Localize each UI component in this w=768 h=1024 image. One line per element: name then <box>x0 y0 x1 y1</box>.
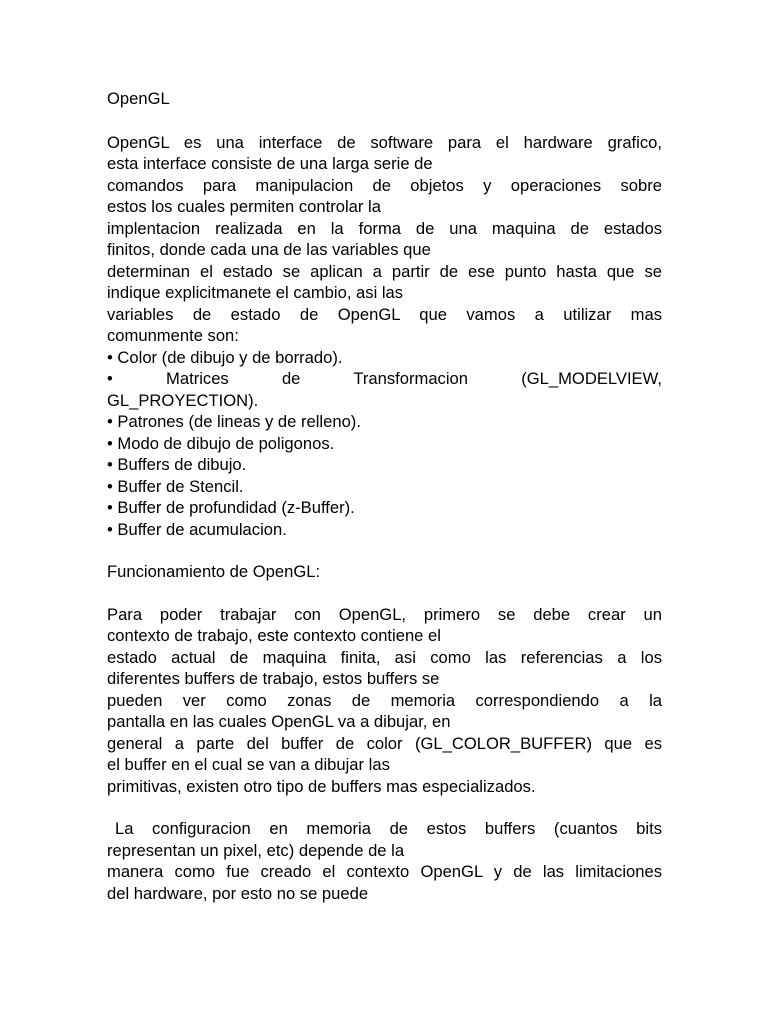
state-variables-list <box>107 347 662 541</box>
paragraph-line: manera como fue creado el contexto OpenGL y de las limitaciones <box>107 862 662 881</box>
list-item: • Color (de dibujo y de borrado). <box>107 347 343 367</box>
paragraph-line: comunmente son: <box>107 326 239 345</box>
document-title: OpenGL <box>107 89 170 108</box>
list-item: • Patrones (de lineas y de relleno). <box>107 412 361 431</box>
paragraph-line: implentacion realizada en la forma de una maquina de estados <box>107 218 662 238</box>
paragraph-line: estos los cuales permiten controlar la <box>107 197 381 216</box>
paragraph-line: esta interface consiste de una larga serie de <box>107 154 433 173</box>
paragraph-line: variables de estado de OpenGL que vamos a utilizar mas <box>107 304 662 324</box>
list-item: • Buffer de Stencil. <box>107 476 244 496</box>
paragraph-line: del hardware, por esto no se puede <box>107 883 369 903</box>
document-page <box>107 88 662 904</box>
paragraph-line: indique explicitmanete el cambio, asi las <box>107 283 404 302</box>
paragraph-line: general a parte del buffer de color (GL_COLOR_BUFFER) que es <box>107 733 662 753</box>
list-item: GL_PROYECTION). <box>107 390 259 410</box>
paragraph-line: Para poder trabajar con OpenGL, primero se debe crear un <box>107 604 662 624</box>
list-item: • Buffer de profundidad (z-Buffer). <box>107 498 355 517</box>
list-item: • Buffer de acumulacion. <box>107 519 287 539</box>
list-item: • Buffers de dibujo. <box>107 455 247 474</box>
paragraph-line: pueden ver como zonas de memoria correspondiendo a la <box>107 690 662 710</box>
paragraph-line: estado actual de maquina finita, asi como las referencias a los <box>107 647 662 667</box>
context-paragraph <box>107 604 662 798</box>
paragraph-line: determinan el estado se aplican a partir de ese punto hasta que se <box>107 261 662 281</box>
paragraph-line: La configuracion en memoria de estos buffers (cuantos bits <box>115 819 662 838</box>
list-item: • Matrices de Transformacion (GL_MODELVIEW, <box>107 369 662 388</box>
intro-paragraph <box>107 132 662 347</box>
paragraph-line: diferentes buffers de trabajo, estos buffers se <box>107 669 440 688</box>
buffer-config-paragraph <box>107 818 662 904</box>
paragraph-line: primitivas, existen otro tipo de buffers mas especializados. <box>107 776 536 796</box>
paragraph-line: el buffer en el cual se van a dibujar las <box>107 755 390 774</box>
paragraph-line: finitos, donde cada una de las variables que <box>107 240 431 259</box>
paragraph-line: representan un pixel, etc) depende de la <box>107 840 405 860</box>
paragraph-line: comandos para manipulacion de objetos y operaciones sobre <box>107 175 662 195</box>
paragraph-line: pantalla en las cuales OpenGL va a dibujar, en <box>107 712 451 731</box>
section-heading: Funcionamiento de OpenGL: <box>107 562 321 581</box>
list-item: • Modo de dibujo de poligonos. <box>107 433 335 453</box>
paragraph-line: OpenGL es una interface de software para el hardware grafico, <box>107 132 662 152</box>
paragraph-line: contexto de trabajo, este contexto contiene el <box>107 626 441 645</box>
